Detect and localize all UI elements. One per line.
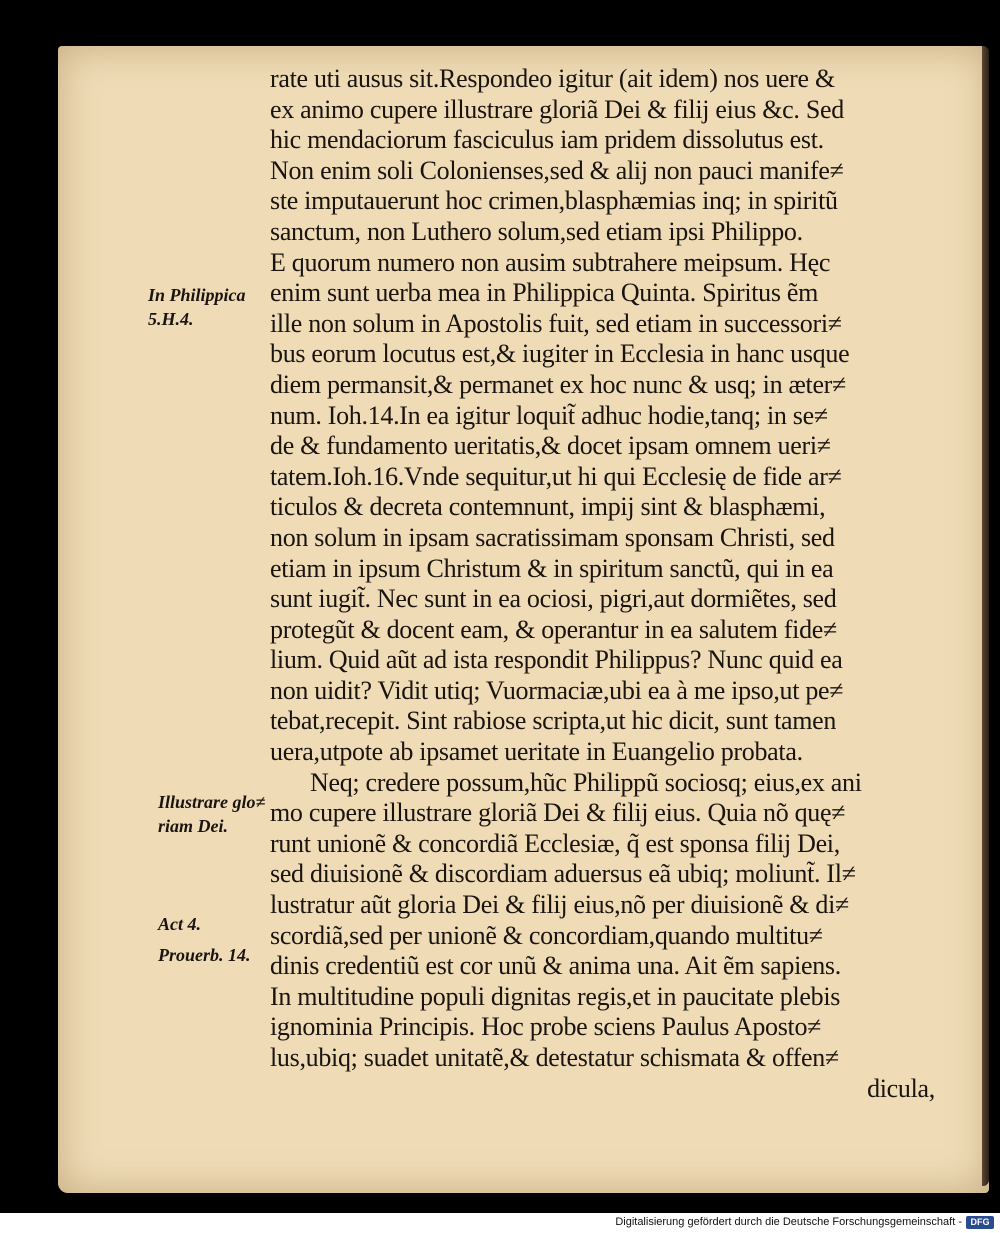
text-line: ticulos & decreta contemnunt, impij sint & blasphæmi, xyxy=(270,492,826,522)
margin-note-acts xyxy=(158,912,201,936)
text-line: non solum in ipsam sacratissimam sponsam Christi, sed xyxy=(270,522,835,552)
text-line: sunt iugit̃. Nec sunt in ea ociosi, pigri,aut dormiẽtes, sed xyxy=(270,584,837,614)
text-line: lus,ubiq; suadet unitatẽ,& detestatur schismata & offen≠ xyxy=(270,1043,839,1072)
text-line: Non enim soli Colonienses,sed & alij non pauci manife≠ xyxy=(270,155,844,185)
text-line: rate uti ausus sit.Respondeo igitur (ait idem) nos uere & xyxy=(270,64,835,93)
text-line: scordiã,sed per unionẽ & concordiam,quando multitu≠ xyxy=(270,920,823,950)
margin-note-line: Illustrare glo≠ xyxy=(158,792,266,812)
catchword: dicula, xyxy=(867,1073,935,1103)
margin-note-philippica xyxy=(148,283,246,331)
text-line: dinis credentiũ est cor unũ & anima una. Ait ẽm sapiens. xyxy=(270,951,841,981)
text-line: lustratur aũt gloria Dei & filij eius,nõ per diuisionẽ & di≠ xyxy=(270,890,849,920)
text-line: ex animo cupere illustrare gloriã Dei & filij eius &c. Sed xyxy=(270,94,844,124)
footer-credit: Digitalisierung gefördert durch die Deutsche Forschungsgemeinschaft - xyxy=(615,1216,962,1228)
text-line: ste imputauerunt hoc crimen,blasphæmias inq; in spiritũ xyxy=(270,186,838,216)
margin-note-line: Act 4. xyxy=(158,914,201,934)
text-line: non uidit? Vidit utiq; Vuormaciæ,ubi ea à me ipso,ut pe≠ xyxy=(270,675,844,705)
margin-note-line: Prouerb. 14. xyxy=(158,945,251,965)
text-line: de & fundamento ueritatis,& docet ipsam omnem ueri≠ xyxy=(270,431,831,461)
text-line: ille non solum in Apostolis fuit, sed etiam in successori≠ xyxy=(270,308,842,338)
text-line: protegũt & docent eam, & operantur in ea salutem fide≠ xyxy=(270,614,837,644)
text-line: Neq; credere possum,hũc Philippũ sociosq; eius,ex ani xyxy=(310,767,862,797)
text-line: etiam in ipsum Christum & in spiritum sanctũ, qui in ea xyxy=(270,553,834,583)
text-line: bus eorum locutus est,& iugiter in Ecclesia in hanc usque xyxy=(270,339,850,369)
text-line: ignominia Principis. Hoc probe sciens Paulus Aposto≠ xyxy=(270,1012,822,1042)
margin-note-proverbs xyxy=(158,943,251,967)
text-line: E quorum numero non ausim subtrahere meipsum. Hęc xyxy=(270,247,831,277)
text-line: runt unionẽ & concordiã Ecclesiæ, q̃ est sponsa filij Dei, xyxy=(270,828,840,858)
text-line: enim sunt uerba mea in Philippica Quinta. Spiritus ẽm xyxy=(270,278,819,308)
dfg-logo[interactable]: DFG xyxy=(966,1216,994,1229)
text-line: tatem.Ioh.16.Vnde sequitur,ut hi qui Ecclesię de fide ar≠ xyxy=(270,461,842,491)
margin-note-line: riam Dei. xyxy=(158,816,228,836)
text-line: uera,utpote ab ipsamet ueritate in Euangelio probata. xyxy=(270,737,803,767)
text-line: sanctum, non Luthero solum,sed etiam ipsi Philippo. xyxy=(270,216,803,246)
text-line: sed diuisionẽ & discordiam aduersus eã ubiq; moliunt̃. Il≠ xyxy=(270,859,856,889)
page-edge xyxy=(982,46,989,1186)
text-line: num. Ioh.14.In ea igitur loquit̃ adhuc hodie,tanq; in se≠ xyxy=(270,400,828,430)
text-line: lium. Quid aũt ad ista respondit Philippus? Nunc quid ea xyxy=(270,645,843,675)
text-line: diem permansit,& permanet ex hoc nunc & usq; in æter≠ xyxy=(270,369,847,399)
margin-note-line: In Philippica xyxy=(148,285,246,305)
margin-note-illustrare xyxy=(158,790,265,838)
footer-bar xyxy=(0,1213,1000,1233)
main-text-block xyxy=(270,64,935,1104)
margin-note-line: 5.H.4. xyxy=(148,309,194,329)
text-line: mo cupere illustrare gloriã Dei & filij eius. Quia nõ quę≠ xyxy=(270,798,846,828)
text-line: In multitudine populi dignitas regis,et in paucitate plebis xyxy=(270,981,841,1011)
text-line: tebat,recepit. Sint rabiose scripta,ut hic dicit, sunt tamen xyxy=(270,706,837,736)
text-line: hic mendaciorum fasciculus iam pridem dissolutus est. xyxy=(270,125,824,155)
